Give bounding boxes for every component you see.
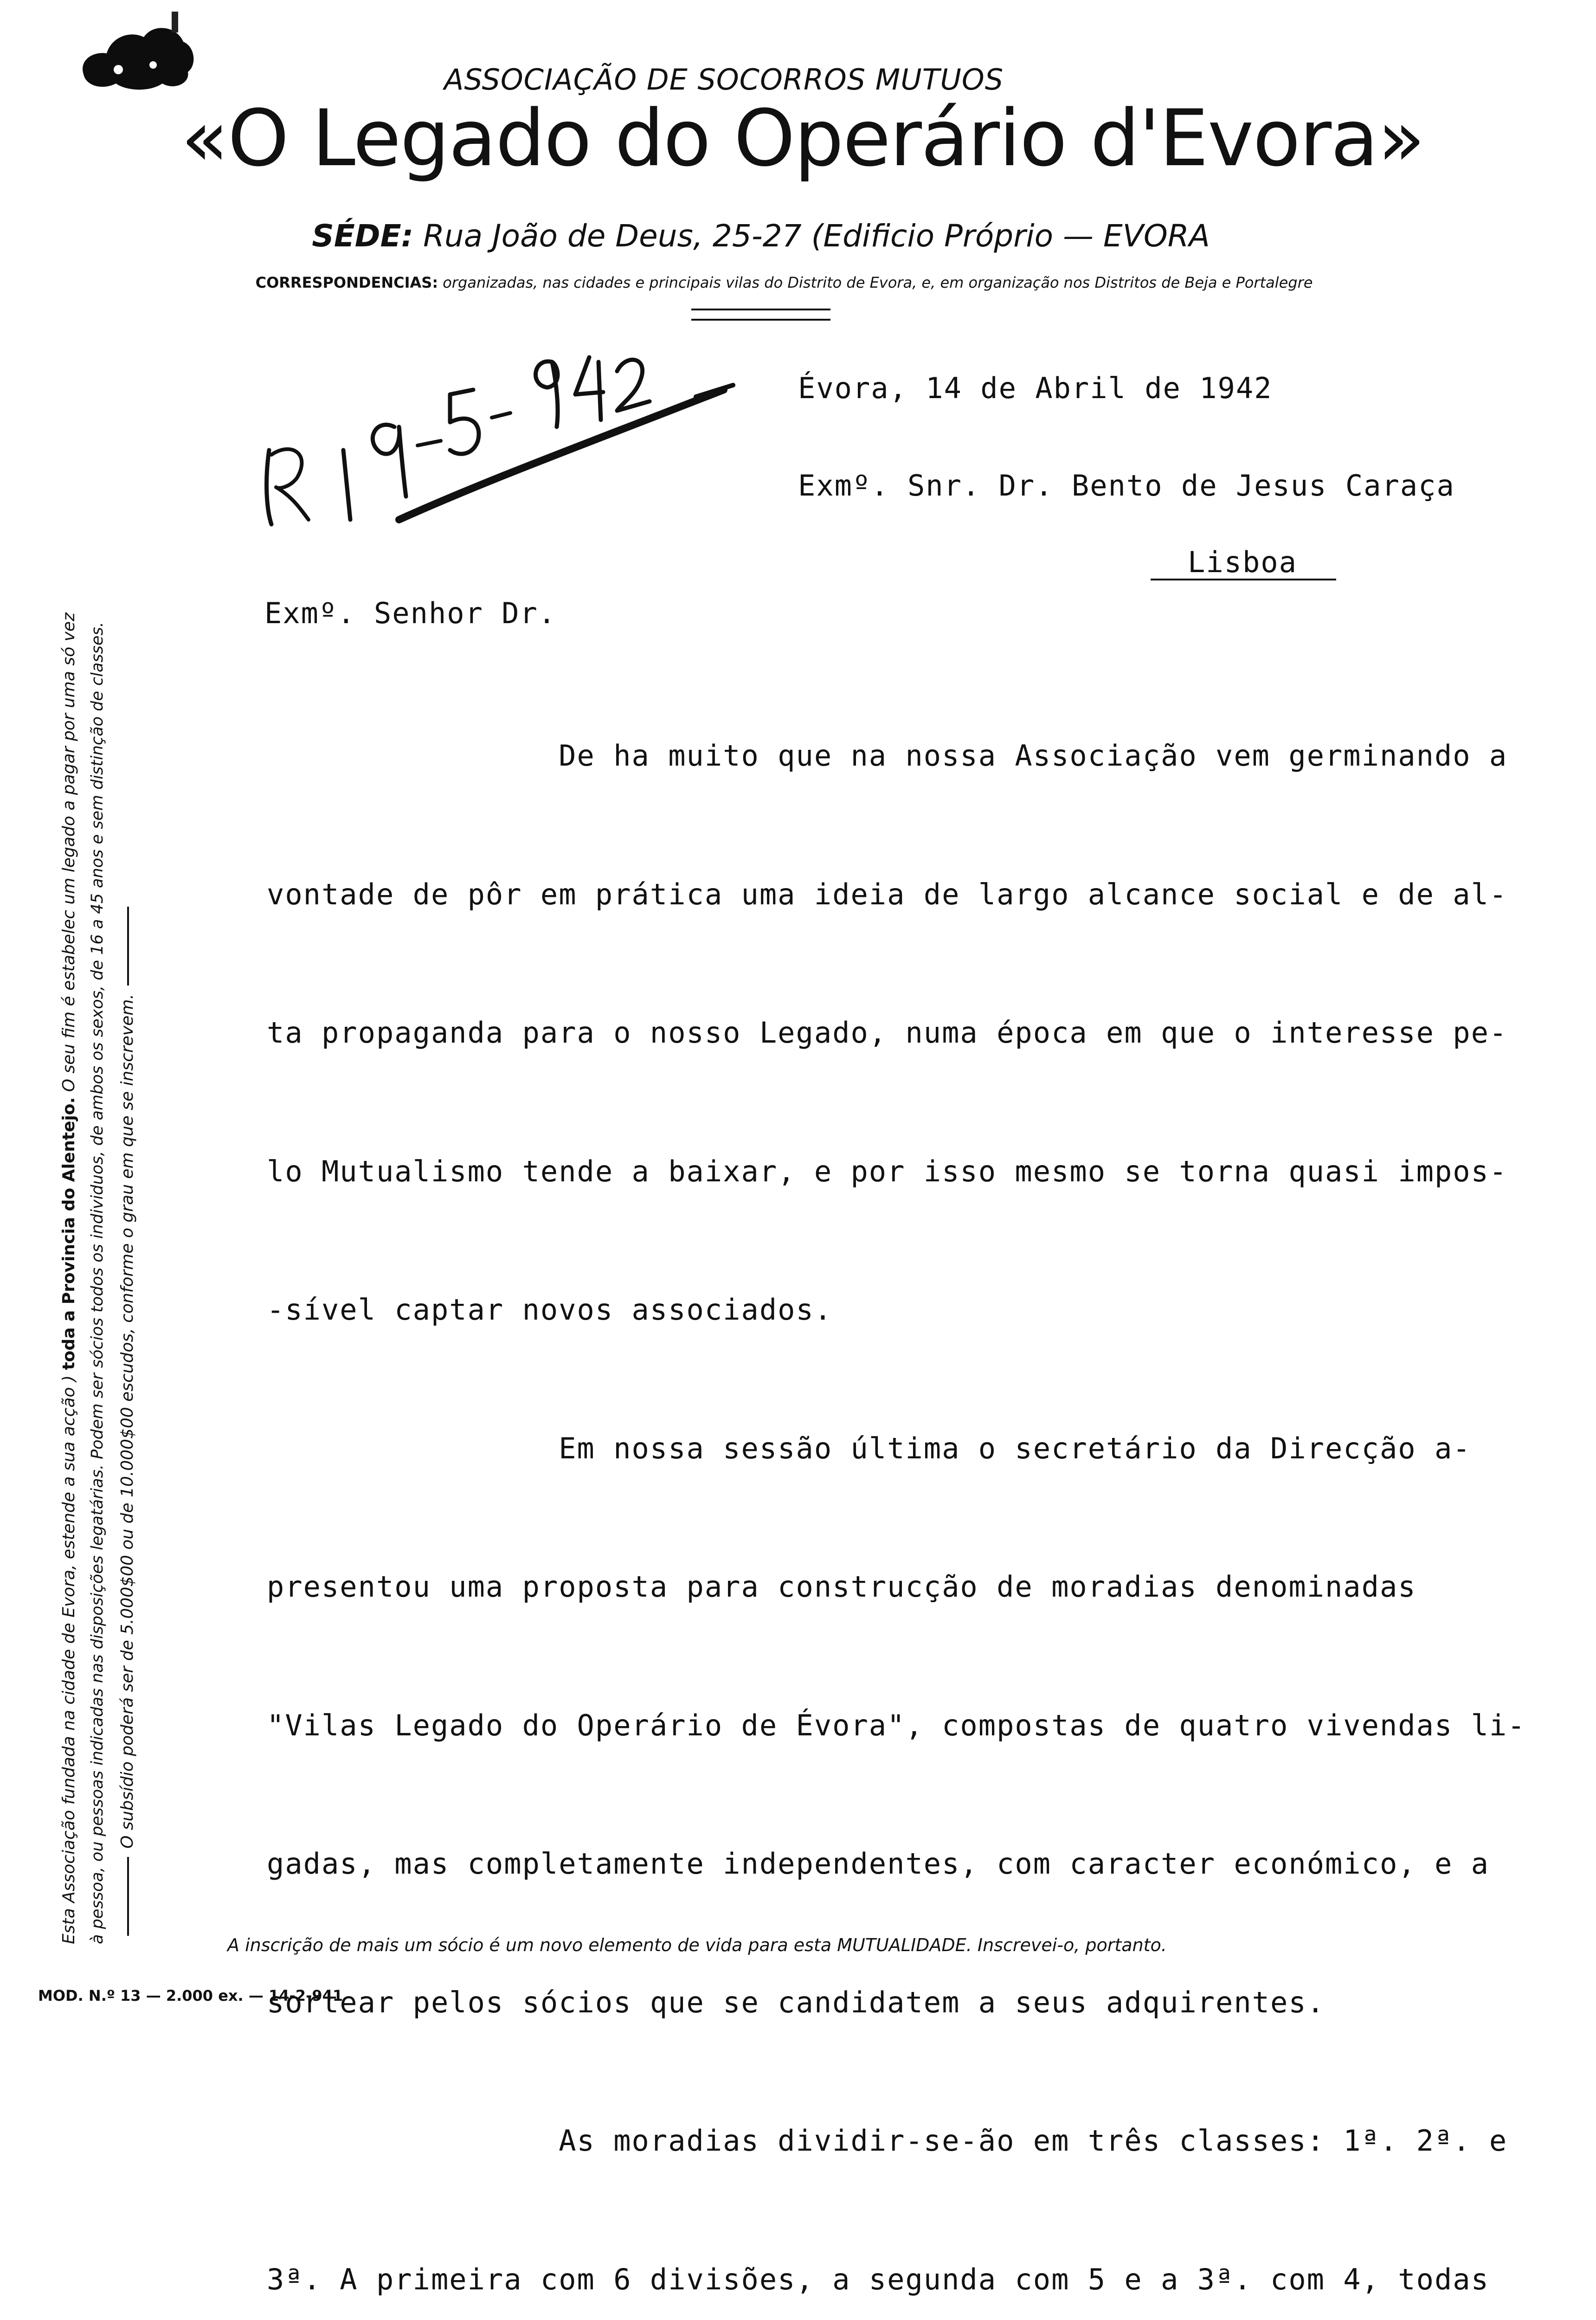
body-line: As moradias dividir-se-ão em três classes: 1ª. 2ª. e: [267, 2124, 1508, 2158]
body-line: 3ª. A primeira com 6 divisões, a segunda com 5 e a 3ª. com 4, todas: [267, 2262, 1489, 2296]
city-underline: [1151, 579, 1336, 580]
body-line: sortear pelos sócios que se candidatem a seus adquirentes.: [267, 1985, 1325, 2019]
body-line: presentou uma proposta para construcção de moradias denominadas: [267, 1570, 1416, 1604]
side-rule-left: [127, 1857, 129, 1936]
body-line: ta propaganda para o nosso Legado, numa época em que o interesse pe-: [267, 1016, 1508, 1050]
letter-salutation: Exmº. Senhor Dr.: [264, 596, 557, 630]
side-text-line-3: [118, 367, 137, 1944]
body-line: vontade de pôr em prática uma ideia de largo alcance social e de al-: [267, 877, 1508, 911]
headquarters-address: [0, 218, 1559, 254]
bracket-glyph: ): [59, 1370, 78, 1382]
footer-note: A inscrição de mais um sócio é um novo elemento de vida para esta MUTUALIDADE. Inscrevei-o, portanto.: [227, 1935, 1167, 1955]
body-line: -sível captar novos associados.: [267, 1293, 833, 1327]
correspondence-label: CORRESPONDENCIAS:: [255, 274, 438, 291]
side-text-1c: O seu fim é estabelec: [59, 909, 78, 1092]
organization-name: «O Legado do Operário d'Evora»: [181, 93, 1424, 184]
seat-address: Rua João de Deus, 25-27 (Edificio Próprio — EVORA: [423, 218, 1210, 254]
organization-type: ASSOCIAÇÃO DE SOCORROS MUTUOS: [444, 63, 1004, 97]
seat-label: SÉDE:: [312, 218, 414, 254]
letter-date: Évora, 14 de Abril de 1942: [798, 371, 1273, 405]
body-line: Em nossa sessão última o secretário da Direcção a-: [267, 1431, 1471, 1465]
side-text-2: à pessoa, ou pessoas indicadas nas disposições legatárias. Podem ser sócios todos os individuos, de ambos os sexos, de 16 a 45 anos e sem distinção de classes.: [88, 622, 107, 1944]
side-text-1a: Esta Associação fundada na cidade de Evora, estende a sua acção: [59, 1387, 78, 1944]
body-line: De ha muito que na nossa Associação vem germinando a: [267, 739, 1508, 773]
handwritten-annotation: [232, 302, 742, 543]
side-text-line-2: [88, 367, 107, 1944]
body-line: gadas, mas completamente independentes, com caracter económico, e a: [267, 1847, 1489, 1881]
body-line: "Vilas Legado do Operário de Évora", compostas de quatro vivendas li-: [267, 1708, 1526, 1742]
correspondence-line: [0, 274, 1582, 291]
side-text-line-1: [59, 367, 78, 1944]
letter-addressee: Exmº. Snr. Dr. Bento de Jesus Caraça: [798, 469, 1455, 503]
side-text-3: O subsídio poderá ser de 5.000$00 ou de 10.000$00 escudos, conforme o grau em que se inscrevem.: [118, 994, 137, 1849]
letter-body: [267, 640, 1526, 2320]
body-line: lo Mutualismo tende a baixar, e por isso mesmo se torna quasi impos-: [267, 1154, 1508, 1188]
correspondence-text: organizadas, nas cidades e principais vilas do Distrito de Evora, e, em organização nos Distritos de Beja e Portalegre: [443, 274, 1313, 291]
form-model-number: MOD. N.º 13 — 2.000 ex. — 14-2-941: [38, 1987, 343, 2004]
side-text-1d: um legado a pagar por uma só vez: [59, 612, 78, 905]
side-rule-right: [127, 907, 129, 986]
side-text-1b: toda a Provincia do Alentejo.: [59, 1097, 78, 1370]
letter-city: Lisboa: [1188, 545, 1297, 579]
